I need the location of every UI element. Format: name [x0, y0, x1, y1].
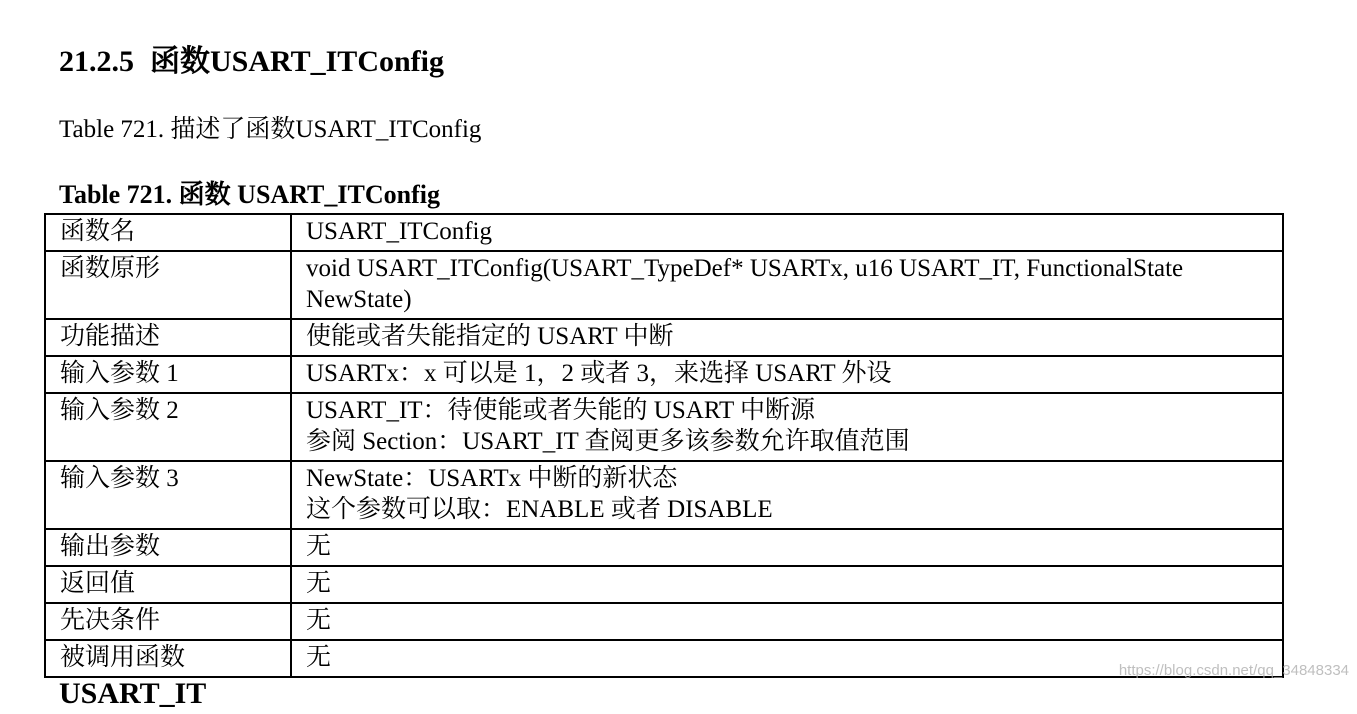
row-label: 被调用函数 [45, 640, 291, 677]
row-label: 输入参数 3 [45, 461, 291, 529]
value-line: NewState：USARTx 中断的新状态 [306, 465, 678, 492]
row-label: 返回值 [45, 566, 291, 603]
table-row [45, 640, 1283, 677]
intro-text: Table 721. 描述了函数USART_ITConfig [59, 116, 482, 143]
value-line: 参阅 Section：USART_IT 查阅更多该参数允许取值范围 [306, 428, 910, 455]
section-title: 函数USART_ITConfig [150, 45, 444, 78]
table-row [45, 251, 1283, 319]
row-value [291, 319, 1283, 356]
row-label: 功能描述 [45, 319, 291, 356]
row-label: 函数名 [45, 214, 291, 251]
row-label: 输入参数 1 [45, 356, 291, 393]
row-value [291, 393, 1283, 461]
table-row [45, 319, 1283, 356]
value-line: 使能或者失能指定的 USART 中断 [306, 323, 674, 350]
row-value [291, 356, 1283, 393]
table-caption: Table 721. 函数 USART_ITConfig [59, 180, 440, 209]
table-row [45, 461, 1283, 529]
row-label: 函数原形 [45, 251, 291, 319]
row-label: 先决条件 [45, 603, 291, 640]
table-row [45, 566, 1283, 603]
row-label: 输入参数 2 [45, 393, 291, 461]
table-row [45, 603, 1283, 640]
value-line: 这个参数可以取：ENABLE 或者 DISABLE [306, 496, 773, 523]
section-number: 21.2.5 [59, 45, 134, 78]
table-row [45, 529, 1283, 566]
value-line: void USART_ITConfig(USART_TypeDef* USARTx, u16 USART_IT, FunctionalState NewState) [306, 255, 1184, 313]
function-table [44, 213, 1284, 678]
value-line: USART_ITConfig [306, 218, 492, 245]
value-line: USART_IT：待使能或者失能的 USART 中断源 [306, 397, 816, 424]
row-value [291, 566, 1283, 603]
value-line: 无 [306, 644, 332, 671]
value-line: USARTx：x 可以是 1，2 或者 3，来选择 USART 外设 [306, 360, 892, 387]
value-line: 无 [306, 607, 332, 634]
row-value [291, 529, 1283, 566]
row-label: 输出参数 [45, 529, 291, 566]
table-row [45, 393, 1283, 461]
value-line: 无 [306, 570, 332, 597]
row-value [291, 603, 1283, 640]
row-value [291, 251, 1283, 319]
table-row [45, 214, 1283, 251]
row-value [291, 461, 1283, 529]
row-value [291, 214, 1283, 251]
watermark: https://blog.csdn.net/qq_34848334 [1118, 662, 1349, 679]
section-heading [59, 40, 444, 84]
table-row [45, 356, 1283, 393]
value-line: 无 [306, 533, 332, 560]
next-section-heading: USART_IT [59, 677, 207, 710]
